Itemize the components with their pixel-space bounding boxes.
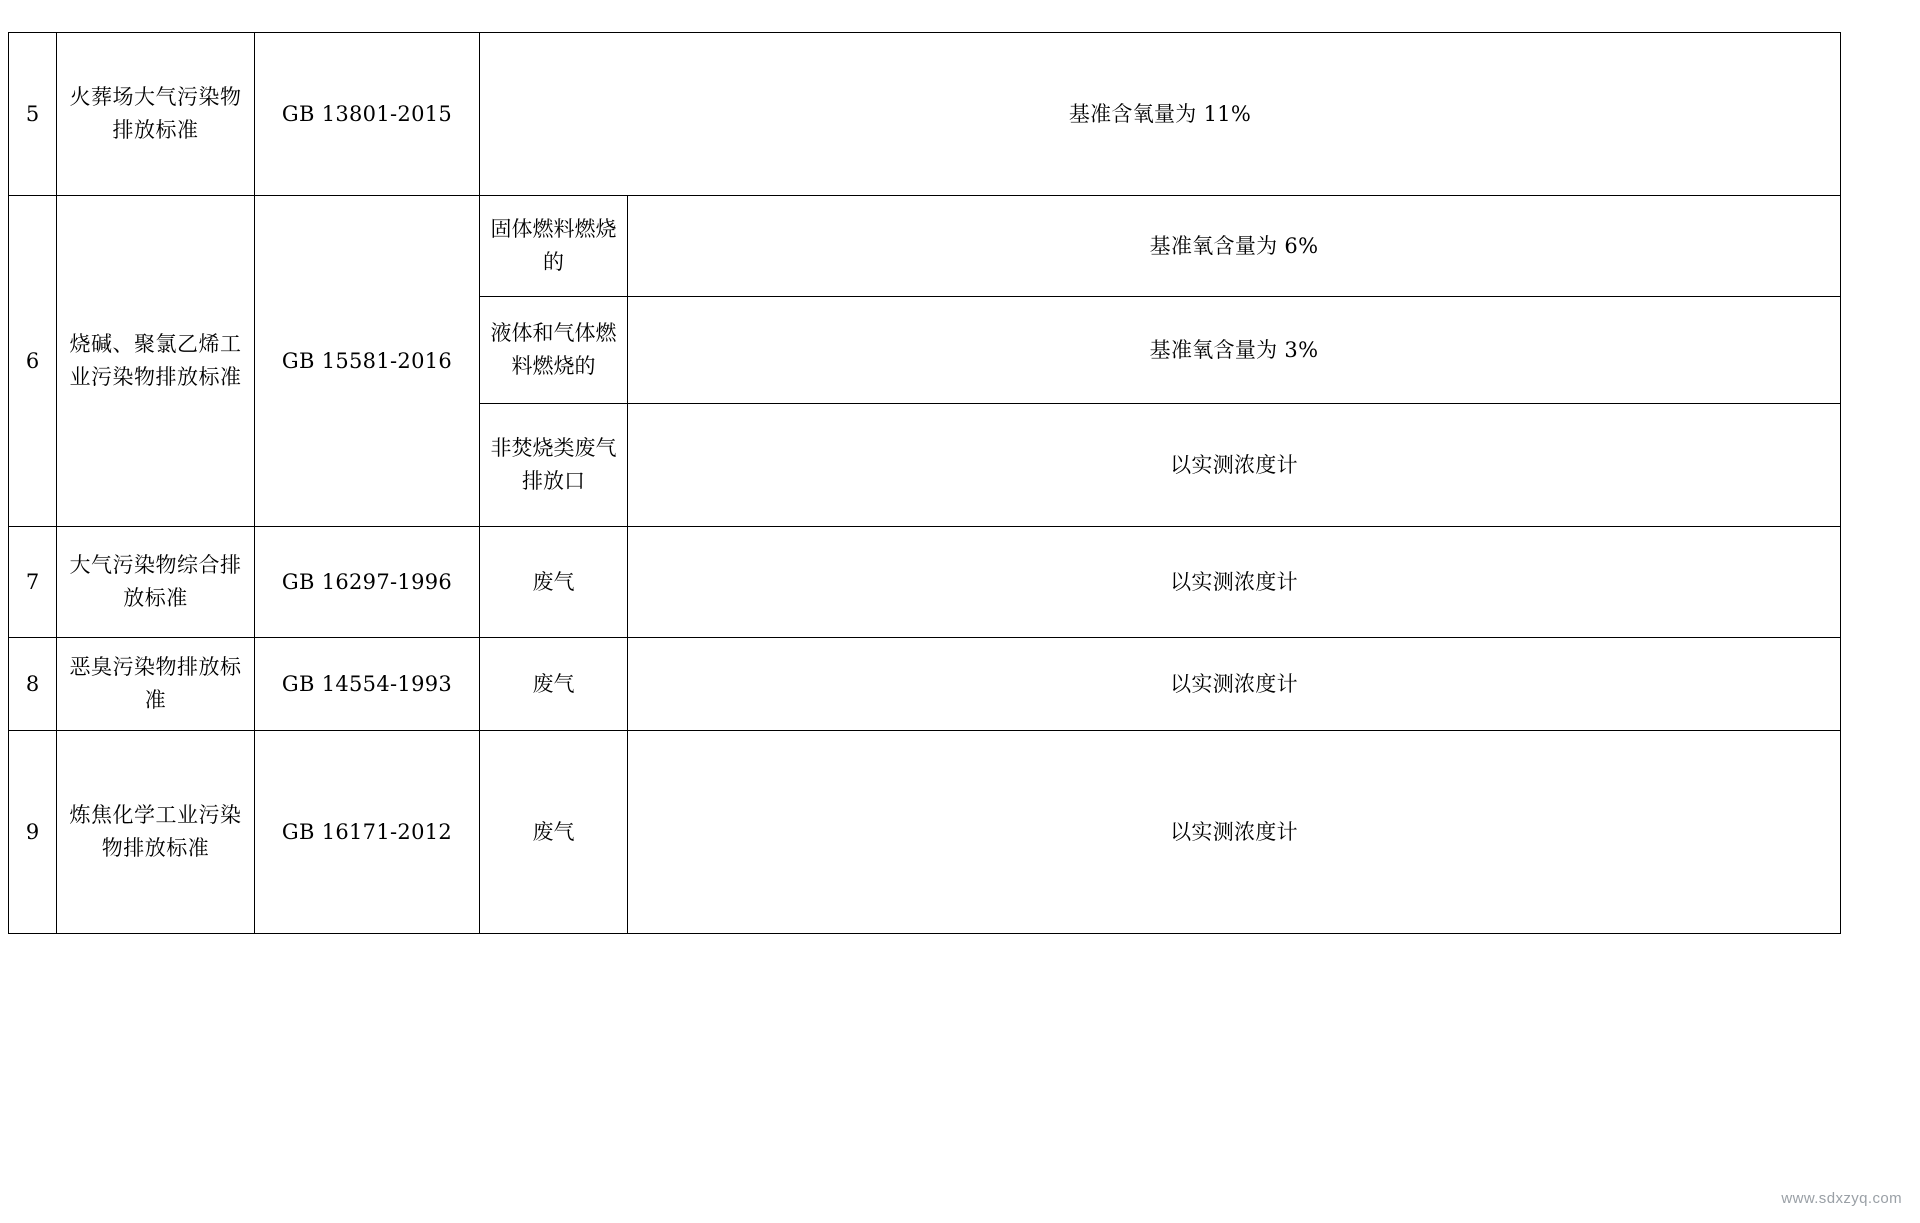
waste-gas-category: 废气 — [480, 527, 628, 638]
row-number: 8 — [9, 638, 57, 731]
standard-name: 大气污染物综合排放标准 — [57, 527, 255, 638]
table-row — [9, 527, 1841, 638]
standard-name: 烧碱、聚氯乙烯工业污染物排放标准 — [57, 196, 255, 527]
waste-gas-category: 废气 — [480, 638, 628, 731]
row-number: 5 — [9, 33, 57, 196]
waste-gas-category: 非焚烧类废气排放口 — [480, 404, 628, 527]
standard-code: GB 15581-2016 — [255, 196, 480, 527]
standard-code: GB 16297-1996 — [255, 527, 480, 638]
conversion-note: 以实测浓度计 — [628, 527, 1841, 638]
standard-code: GB 16171-2012 — [255, 731, 480, 934]
table-row — [9, 196, 1841, 297]
table-row — [9, 638, 1841, 731]
row-number: 9 — [9, 731, 57, 934]
standard-name: 火葬场大气污染物排放标准 — [57, 33, 255, 196]
table-row — [9, 33, 1841, 196]
conversion-note: 基准氧含量为 3% — [628, 297, 1841, 404]
conversion-note: 以实测浓度计 — [628, 404, 1841, 527]
conversion-note: 基准含氧量为 11% — [480, 33, 1841, 196]
emission-standards-table — [8, 32, 1841, 934]
conversion-note: 以实测浓度计 — [628, 638, 1841, 731]
row-number: 6 — [9, 196, 57, 527]
site-watermark: www.sdxzyq.com — [1781, 1190, 1902, 1207]
standard-name: 炼焦化学工业污染物排放标准 — [57, 731, 255, 934]
standard-name: 恶臭污染物排放标准 — [57, 638, 255, 731]
table-row — [9, 731, 1841, 934]
standard-code: GB 14554-1993 — [255, 638, 480, 731]
row-number: 7 — [9, 527, 57, 638]
conversion-note: 基准氧含量为 6% — [628, 196, 1841, 297]
waste-gas-category: 废气 — [480, 731, 628, 934]
conversion-note: 以实测浓度计 — [628, 731, 1841, 934]
standard-code: GB 13801-2015 — [255, 33, 480, 196]
waste-gas-category: 液体和气体燃料燃烧的 — [480, 297, 628, 404]
waste-gas-category: 固体燃料燃烧的 — [480, 196, 628, 297]
